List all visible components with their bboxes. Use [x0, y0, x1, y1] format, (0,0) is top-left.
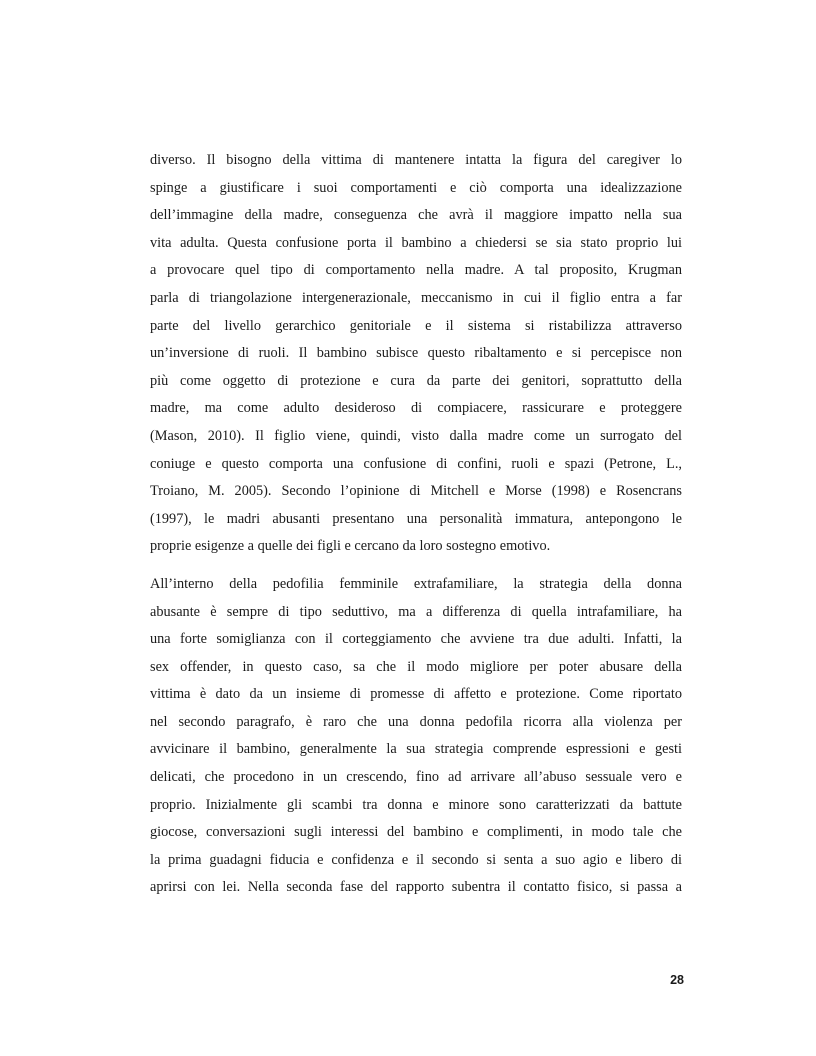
- text-line: proprio. Inizialmente gli scambi tra donna e minore sono caratterizzati da battute: [150, 796, 682, 813]
- text-line: diverso. Il bisogno della vittima di mantenere intatta la figura del caregiver lo: [150, 152, 682, 168]
- text-line: spinge a giustificare i suoi comportamenti e ciò comporta una idealizzazione: [150, 179, 682, 196]
- text-line: delicati, che procedono in un crescendo, fino ad arrivare all’abuso sessuale vero e: [150, 769, 682, 786]
- text-line: (Mason, 2010). Il figlio viene, quindi, visto dalla madre come un surrogato del: [150, 427, 682, 444]
- text-line: proprie esigenze a quelle dei figli e cercano da loro sostegno emotivo.: [150, 538, 551, 555]
- text-line: madre, ma come adulto desideroso di compiacere, rassicurare e proteggere: [150, 400, 682, 417]
- paragraph-2: [150, 571, 682, 902]
- text-line: abusante è sempre di tipo seduttivo, ma a differenza di quella intrafamiliare, ha: [150, 603, 682, 620]
- text-line: (1997), le madri abusanti presentano una personalità immatura, antepongono le: [150, 510, 682, 527]
- text-line: a provocare quel tipo di comportamento nella madre. A tal proposito, Krugman: [150, 262, 682, 279]
- text-line: parte del livello gerarchico genitoriale e il sistema si ristabilizza attraverso: [150, 317, 682, 334]
- text-line: una forte somiglianza con il corteggiamento che avviene tra due adulti. Infatti, la: [150, 631, 682, 648]
- text-line: nel secondo paragrafo, è raro che una donna pedofila ricorra alla violenza per: [150, 713, 682, 730]
- text-line: All’interno della pedofilia femminile extrafamiliare, la strategia della donna: [150, 575, 682, 592]
- paragraph-1: [150, 147, 682, 561]
- paragraph-spacer: [150, 561, 682, 571]
- text-line: un’inversione di ruoli. Il bambino subisce questo ribaltamento e si percepisce non: [150, 345, 682, 362]
- text-line: sex offender, in questo caso, sa che il modo migliore per poter abusare della: [150, 658, 682, 675]
- text-line: giocose, conversazioni sugli interessi del bambino e complimenti, in modo tale che: [150, 824, 682, 841]
- body-text: [150, 147, 682, 902]
- text-line: più come oggetto di protezione e cura da parte dei genitori, soprattutto della: [150, 372, 682, 389]
- text-line: la prima guadagni fiducia e confidenza e il secondo si senta a suo agio e libero di: [150, 851, 682, 868]
- text-line: aprirsi con lei. Nella seconda fase del rapporto subentra il contatto fisico, si passa a: [150, 879, 682, 896]
- text-line: avvicinare il bambino, generalmente la sua strategia comprende espressioni e gesti: [150, 741, 682, 758]
- page-number: 28: [670, 973, 684, 987]
- text-line: coniuge e questo comporta una confusione di confini, ruoli e spazi (Petrone, L.,: [150, 455, 682, 472]
- text-line: vita adulta. Questa confusione porta il bambino a chiedersi se sia stato proprio lui: [150, 234, 682, 251]
- text-line: vittima è dato da un insieme di promesse di affetto e protezione. Come riportato: [150, 686, 682, 703]
- text-line: Troiano, M. 2005). Secondo l’opinione di Mitchell e Morse (1998) e Rosencrans: [150, 483, 682, 500]
- text-line: parla di triangolazione intergenerazionale, meccanismo in cui il figlio entra a far: [150, 289, 682, 306]
- text-line: dell’immagine della madre, conseguenza che avrà il maggiore impatto nella sua: [150, 207, 682, 224]
